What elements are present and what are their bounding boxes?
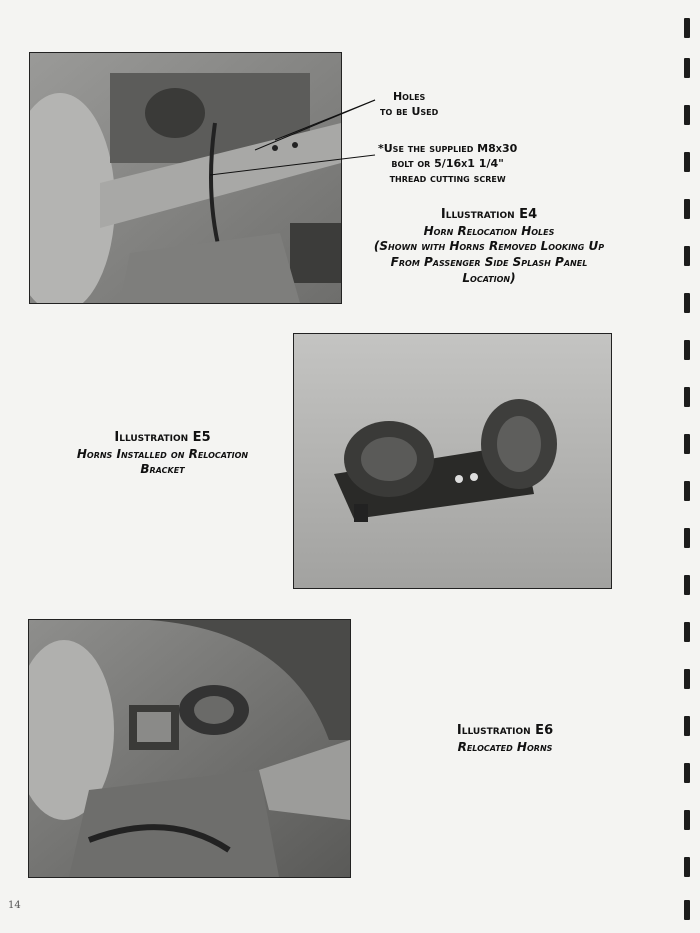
callout-holes	[380, 90, 438, 120]
photo-e4-horn-relocation-holes	[29, 52, 342, 304]
binding-slot	[684, 810, 690, 830]
binding-slot	[684, 387, 690, 407]
photo-e6-relocated-horns	[28, 619, 351, 878]
page-number: 14	[8, 900, 21, 911]
binding-slot	[684, 246, 690, 266]
binding-slot	[684, 434, 690, 454]
binding-slot	[684, 293, 690, 313]
caption-e6-line1: Relocated Horns	[457, 739, 553, 754]
caption-e5-line2: Bracket	[140, 462, 185, 477]
binding-slot	[684, 18, 690, 38]
binding-slot	[684, 669, 690, 689]
binding-slot	[684, 105, 690, 125]
caption-e4-line3: From Passenger Side Splash Panel	[390, 255, 588, 270]
binding-slot	[684, 575, 690, 595]
binding-slot	[684, 622, 690, 642]
callout-bolt-line1: *Use the supplied M8x30	[378, 142, 518, 155]
caption-e6-title: Illustration E6	[456, 723, 554, 738]
photo-e5-horns-on-bracket	[293, 333, 612, 589]
caption-e4-line1: Horn Relocation Holes	[423, 223, 555, 238]
caption-e4-title: Illustration E4	[440, 207, 538, 222]
caption-e4-line2: (Shown with Horns Removed Looking Up	[373, 239, 605, 254]
caption-e4-line4: Location)	[462, 270, 516, 285]
callout-bolt-line2: bolt or 5/16x1 1/4"	[391, 156, 504, 170]
callout-bolt-line3: thread cutting screw	[389, 171, 506, 185]
caption-e6	[410, 723, 600, 755]
caption-e4	[350, 207, 628, 286]
callout-holes-line1: Holes	[392, 90, 426, 103]
binding-slot	[684, 763, 690, 783]
callout-holes-line2: to be Used	[380, 104, 439, 118]
caption-e5-title: Illustration E5	[114, 430, 211, 445]
binding-slot	[684, 528, 690, 548]
binding-slot	[684, 900, 690, 920]
binding-slot	[684, 716, 690, 736]
binding-slot	[684, 199, 690, 219]
caption-e5-line1: Horns Installed on Relocation	[76, 446, 249, 461]
binding-marks	[684, 0, 694, 933]
caption-e5	[45, 430, 280, 478]
binding-slot	[684, 481, 690, 501]
binding-slot	[684, 58, 690, 78]
binding-slot	[684, 152, 690, 172]
binding-slot	[684, 340, 690, 360]
binding-slot	[684, 857, 690, 877]
callout-bolt	[378, 142, 517, 187]
